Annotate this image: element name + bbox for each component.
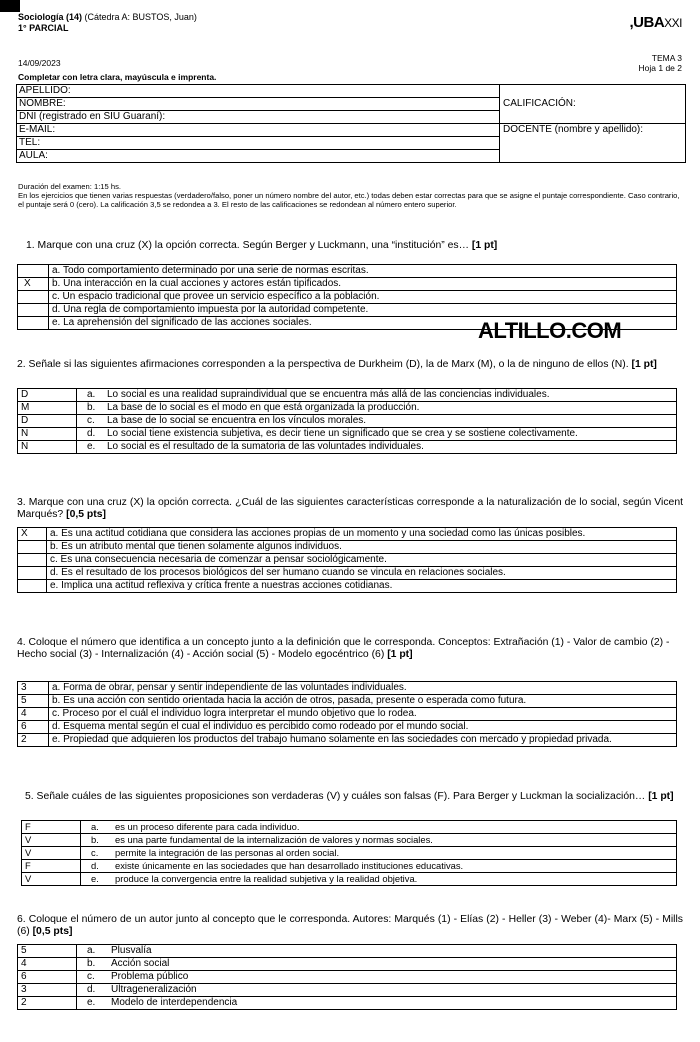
answer-cell[interactable]: 5	[18, 945, 77, 958]
answer-cell[interactable]	[18, 567, 47, 580]
option-letter: a.	[77, 389, 105, 402]
option-letter: b.	[77, 402, 105, 415]
tel-field[interactable]: TEL:	[17, 137, 500, 150]
answer-cell[interactable]	[18, 580, 47, 593]
answer-cell[interactable]: V	[22, 847, 81, 860]
option-text: e. Propiedad que adquieren los productos del trabajo humano solamente en las sociedades con mercado y propiedad privada.	[49, 734, 677, 747]
option-text: d. Esquema mental según el cual el individuo es percibido como rodeado por el mundo social.	[49, 721, 677, 734]
logo-main: ,UBA	[629, 14, 665, 31]
option-text: es un proceso diferente para cada individuo.	[112, 821, 677, 834]
option-text: a. Es una actitud cotidiana que considera las acciones propias de un momento y una sociedad como las únicas posibles.	[47, 528, 677, 541]
answer-cell[interactable]: 4	[18, 958, 77, 971]
course-header	[18, 12, 197, 34]
option-letter: e.	[77, 997, 109, 1010]
option-letter: c.	[81, 847, 113, 860]
q3-points: [0,5 pts]	[66, 509, 106, 520]
option-text: Ultrageneralización	[108, 984, 677, 997]
option-letter: a.	[81, 821, 113, 834]
option-text: Problema público	[108, 971, 677, 984]
option-text: d. Una regla de comportamiento impuesta por la autoridad competente.	[49, 304, 677, 317]
option-text: c. Proceso por el cuál el individuo logra interpretar el mundo objetivo que lo rodea.	[49, 708, 677, 721]
q5-text: 5. Señale cuáles de las siguientes proposiciones son verdaderas (V) y cuáles son falsas (F). Para Berger y Luckman la socialización…	[25, 791, 646, 802]
q1-row-a	[18, 265, 677, 278]
id-form	[16, 84, 686, 163]
exam-date: 14/09/2023	[18, 58, 61, 68]
corner-block	[0, 0, 20, 12]
option-letter: e.	[77, 441, 105, 454]
option-text: La base de lo social se encuentra en los vínculos morales.	[104, 415, 677, 428]
tema: TEMA 3	[651, 53, 682, 63]
option-text: e. La aprehensión del significado de las acciones sociales.	[49, 317, 677, 330]
q1-row-c	[18, 291, 677, 304]
course-name: Sociología (14)	[18, 12, 83, 22]
q1-text: 1. Marque con una cruz (X) la opción correcta. Según Berger y Luckmann, una “institución” es…	[26, 240, 469, 251]
q2-prompt	[17, 359, 683, 371]
q2-text: 2. Señale si las siguientes afirmaciones corresponden a la perspectiva de Durkheim (D), la de Marx (M), o la de ninguno de ellos (N).	[17, 359, 629, 370]
aula-field[interactable]: AULA:	[17, 150, 500, 163]
exam-title: 1° PARCIAL	[18, 23, 69, 33]
apellido-field[interactable]: APELLIDO:	[17, 85, 500, 98]
q3-prompt	[17, 497, 683, 521]
nombre-field[interactable]: NOMBRE:	[17, 98, 500, 111]
answer-cell[interactable]: 3	[18, 984, 77, 997]
option-text: Lo social es una realidad supraindividual que se encuentra más allá de las conciencias individuales.	[104, 389, 677, 402]
q2-points: [1 pt]	[631, 359, 657, 370]
q5-prompt	[25, 791, 683, 803]
option-letter: d.	[77, 984, 109, 997]
q6-table	[17, 944, 677, 1010]
option-text: Modelo de interdependencia	[108, 997, 677, 1010]
option-text: d. Es el resultado de los procesos biológicos del ser humano cuando se vincula en relaciones sociales.	[47, 567, 677, 580]
answer-cell[interactable]	[18, 541, 47, 554]
option-letter: b.	[81, 834, 113, 847]
duracion: Duración del examen: 1:15 hs.	[18, 182, 121, 191]
watermark: ALTILLO.COM	[478, 318, 622, 343]
q1-prompt	[26, 240, 686, 252]
q6-prompt	[17, 914, 683, 938]
option-text: a. Todo comportamiento determinado por una serie de normas escritas.	[49, 265, 677, 278]
tema-info	[639, 53, 682, 73]
answer-cell[interactable]: 2	[18, 997, 77, 1010]
logo-sub: XXI	[664, 16, 682, 30]
q2-table	[17, 388, 677, 454]
q5-points: [1 pt]	[648, 791, 674, 802]
calificacion-field[interactable]: CALIFICACIÓN:	[500, 85, 686, 124]
option-text: Plusvalía	[108, 945, 677, 958]
catedra: (Cátedra A: BUSTOS, Juan)	[82, 12, 197, 22]
answer-cell[interactable]	[18, 265, 49, 278]
option-letter: d.	[77, 428, 105, 441]
option-text: c. Un espacio tradicional que provee un servicio específico a la población.	[49, 291, 677, 304]
option-letter: b.	[77, 958, 109, 971]
q4-table	[17, 681, 677, 747]
dni-field[interactable]: DNI (registrado en SIU Guaraní):	[17, 111, 500, 124]
q1-row-b	[18, 278, 677, 291]
option-text: La base de lo social es el modo en que está organizada la producción.	[104, 402, 677, 415]
answer-cell[interactable]: 6	[18, 971, 77, 984]
q5-table	[21, 820, 677, 886]
option-letter: e.	[81, 873, 113, 886]
option-text: b. Una interacción en la cual acciones y actores están tipificados.	[49, 278, 677, 291]
answer-cell[interactable]: V	[22, 873, 81, 886]
answer-cell[interactable]: 5	[18, 695, 49, 708]
q4-points: [1 pt]	[387, 649, 413, 660]
q3-text: 3. Marque con una cruz (X) la opción correcta. ¿Cuál de las siguientes características corresponde a la naturalización de lo social, según Vicent Marqués?	[17, 497, 683, 520]
option-letter: d.	[81, 860, 113, 873]
q1-row-d	[18, 304, 677, 317]
answer-cell[interactable]: D	[18, 389, 77, 402]
q3-table	[17, 527, 677, 593]
uba-logo	[629, 14, 682, 31]
answer-cell[interactable]	[18, 304, 49, 317]
answer-cell[interactable]: X	[18, 278, 49, 291]
option-text: produce la convergencia entre la realidad subjetiva y la realidad objetiva.	[112, 873, 677, 886]
option-text: a. Forma de obrar, pensar y sentir independiente de las voluntades individuales.	[49, 682, 677, 695]
option-letter: c.	[77, 415, 105, 428]
instructions: Completar con letra clara, mayúscula e imprenta.	[18, 72, 217, 82]
answer-cell[interactable]: F	[22, 821, 81, 834]
option-text: es una parte fundamental de la internalización de valores y normas sociales.	[112, 834, 677, 847]
q1-points: [1 pt]	[471, 240, 498, 251]
q4-prompt	[17, 637, 683, 661]
option-text: b. Es una acción con sentido orientada hacia la acción de otros, pasada, presente o esperada como futura.	[49, 695, 677, 708]
answer-cell[interactable]: 3	[18, 682, 49, 695]
answer-cell[interactable]	[18, 317, 49, 330]
answer-cell[interactable]: F	[22, 860, 81, 873]
email-field[interactable]: E-MAIL:	[17, 124, 500, 137]
q4-text: 4. Coloque el número que identifica a un concepto junto a la definición que le corresponda. Conceptos: Extrañación (1) - Valor de cambio (2) - Hecho social (3) - Internalización (4) - Acción social (5) - Modelo egocéntrico (6)	[17, 637, 670, 660]
option-text: c. Es una consecuencia necesaria de comenzar a pensar sociológicamente.	[47, 554, 677, 567]
answer-cell[interactable]: 4	[18, 708, 49, 721]
option-text: Lo social es el resultado de la sumatoria de las voluntades individuales.	[104, 441, 677, 454]
hoja: Hoja 1 de 2	[638, 63, 682, 73]
option-text: e. Implica una actitud reflexiva y crítica frente a nuestras acciones cotidianas.	[47, 580, 677, 593]
answer-cell[interactable]: N	[18, 441, 77, 454]
option-text: Lo social tiene existencia subjetiva, es decir tiene un significado que se crea y se sostiene colectivamente.	[104, 428, 677, 441]
answer-cell[interactable]: 2	[18, 734, 49, 747]
q6-text: 6. Coloque el número de un autor junto al concepto que le corresponda. Autores: Marqués (1) - Elías (2) - Heller (3) - Weber (4)- Marx (5) - Mills (6)	[17, 914, 683, 937]
answer-cell[interactable]: V	[22, 834, 81, 847]
answer-cell[interactable]	[18, 291, 49, 304]
note-text: En los ejercicios que tienen varias respuestas (verdadero/falso, poner un número nombre del autor, etc.) todas deben estar correctas para que se asigne el puntaje correspondiente. Caso contrario, el puntaje será 0 (cero). La calificación 3,5 se redondea a 3. El resto de las calificaciones se redondean al número entero superior.	[18, 191, 680, 209]
option-letter: a.	[77, 945, 109, 958]
option-text: existe únicamente en las sociedades que han desarrollado instituciones educativas.	[112, 860, 677, 873]
answer-cell[interactable]: X	[18, 528, 47, 541]
q6-points: [0,5 pts]	[32, 926, 73, 937]
answer-cell[interactable]: 6	[18, 721, 49, 734]
option-letter: c.	[77, 971, 109, 984]
docente-field[interactable]: DOCENTE (nombre y apellido):	[500, 124, 686, 163]
answer-cell[interactable]	[18, 554, 47, 567]
answer-cell[interactable]: M	[18, 402, 77, 415]
option-text: permite la integración de las personas al orden social.	[112, 847, 677, 860]
exam-note	[18, 182, 682, 209]
option-text: b. Es un atributo mental que tienen solamente algunos individuos.	[47, 541, 677, 554]
answer-cell[interactable]: D	[18, 415, 77, 428]
option-text: Acción social	[108, 958, 677, 971]
answer-cell[interactable]: N	[18, 428, 77, 441]
